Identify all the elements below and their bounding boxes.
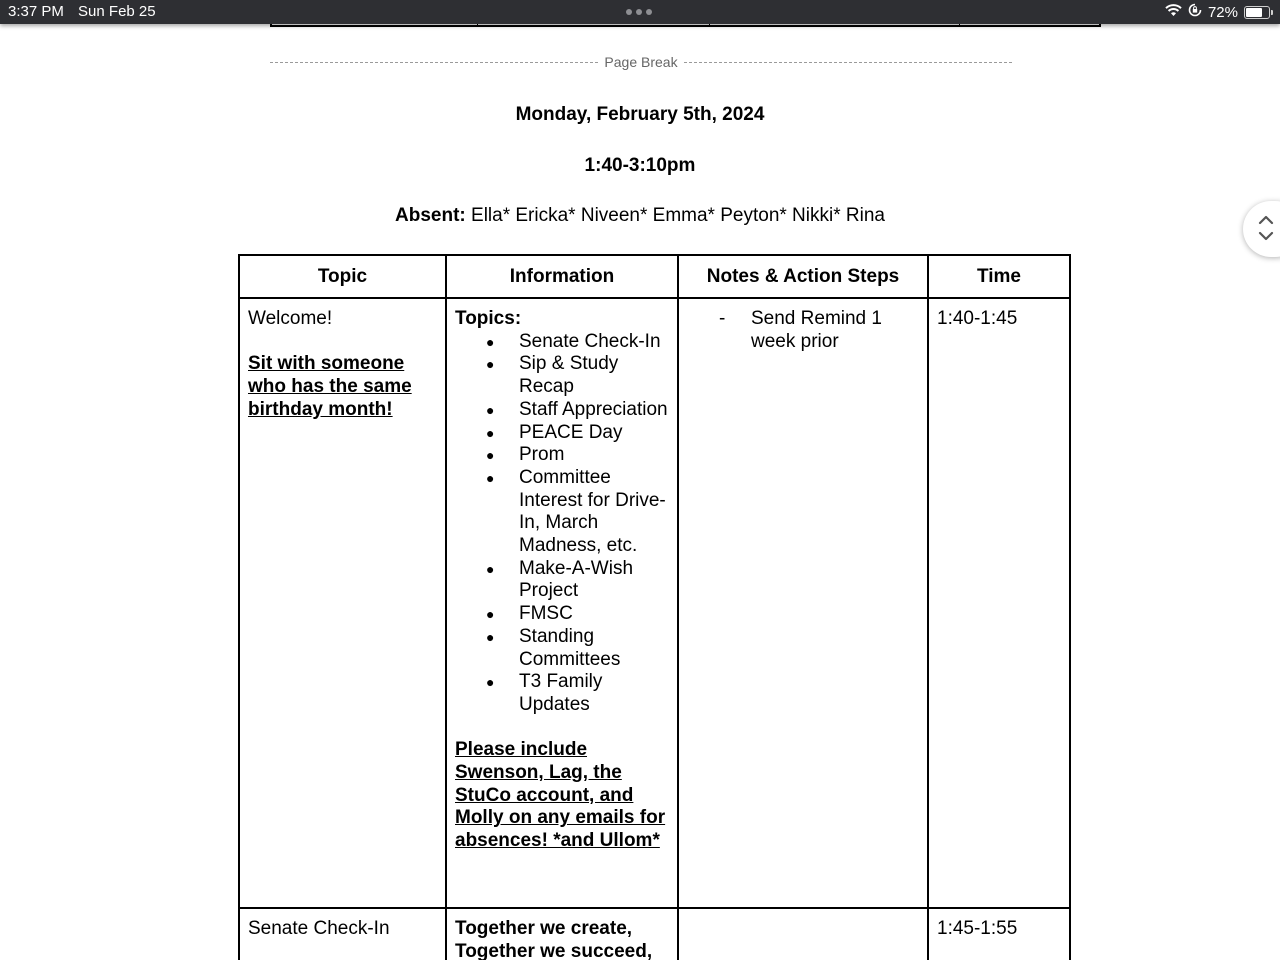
topics-list: [455, 331, 669, 717]
battery-icon: [1244, 6, 1270, 19]
cell-topic[interactable]: Senate Check-In: [239, 908, 446, 960]
list-item: ● FMSC: [455, 603, 669, 626]
header-notes: Notes & Action Steps: [678, 255, 928, 298]
info-note: Please include Swenson, Lag, the StuCo account, and Molly on any emails for absences! *and Ullom*: [455, 739, 666, 852]
meeting-date: Monday, February 5th, 2024: [515, 104, 765, 125]
notes-list: [687, 308, 919, 353]
status-time: 3:37 PM: [8, 3, 64, 20]
list-item: ● T3 Family Updates: [455, 671, 669, 716]
list-item: ● PEACE Day: [455, 422, 669, 445]
table-row: [239, 908, 1070, 960]
topic-note: Sit with someone who has the same birthday month!: [248, 353, 412, 420]
cell-notes[interactable]: [678, 908, 928, 960]
header-time: Time: [928, 255, 1070, 298]
absent-names: Ella* Ericka* Niveen* Emma* Peyton* Nikki* Rina: [471, 205, 885, 226]
cell-topic[interactable]: [239, 298, 446, 908]
orientation-lock-icon: [1188, 3, 1202, 21]
scroll-up-down-icon: [1258, 213, 1274, 243]
status-bar: [0, 0, 1280, 24]
table-header-row: [239, 255, 1070, 298]
wifi-icon: [1165, 4, 1182, 21]
page-break: [270, 54, 1012, 70]
list-item: ● Staff Appreciation: [455, 399, 669, 422]
info-text: Together we create, Together we succeed,: [455, 918, 653, 960]
page-break-label: Page Break: [604, 54, 678, 70]
list-item: ● Prom: [455, 444, 669, 467]
header-topic: Topic: [239, 255, 446, 298]
cell-notes[interactable]: [678, 298, 928, 908]
agenda-table: [238, 254, 1071, 960]
multitasking-dots-icon[interactable]: [626, 9, 652, 15]
battery-percent: 72%: [1207, 3, 1238, 21]
list-item: ● Senate Check-In: [455, 331, 669, 354]
list-item: ● Standing Committees: [455, 626, 669, 671]
list-item: ● Sip & Study Recap: [455, 353, 669, 398]
cell-information[interactable]: [446, 298, 678, 908]
topic-text: Welcome!: [248, 308, 333, 329]
cell-information[interactable]: [446, 908, 678, 960]
list-item: - Send Remind 1 week prior: [687, 308, 919, 353]
cell-time[interactable]: 1:45-1:55: [928, 908, 1070, 960]
list-item: ● Committee Interest for Drive-In, March Madness, etc.: [455, 467, 669, 558]
list-item: ● Make-A-Wish Project: [455, 558, 669, 603]
absent-label: Absent:: [395, 205, 466, 226]
info-title: Topics:: [455, 308, 522, 329]
table-row: [239, 298, 1070, 908]
status-date: Sun Feb 25: [78, 3, 156, 20]
meeting-time: 1:40-3:10pm: [584, 155, 696, 176]
cell-time[interactable]: 1:40-1:45: [928, 298, 1070, 908]
header-information: Information: [446, 255, 678, 298]
absent-line: [0, 205, 1280, 227]
